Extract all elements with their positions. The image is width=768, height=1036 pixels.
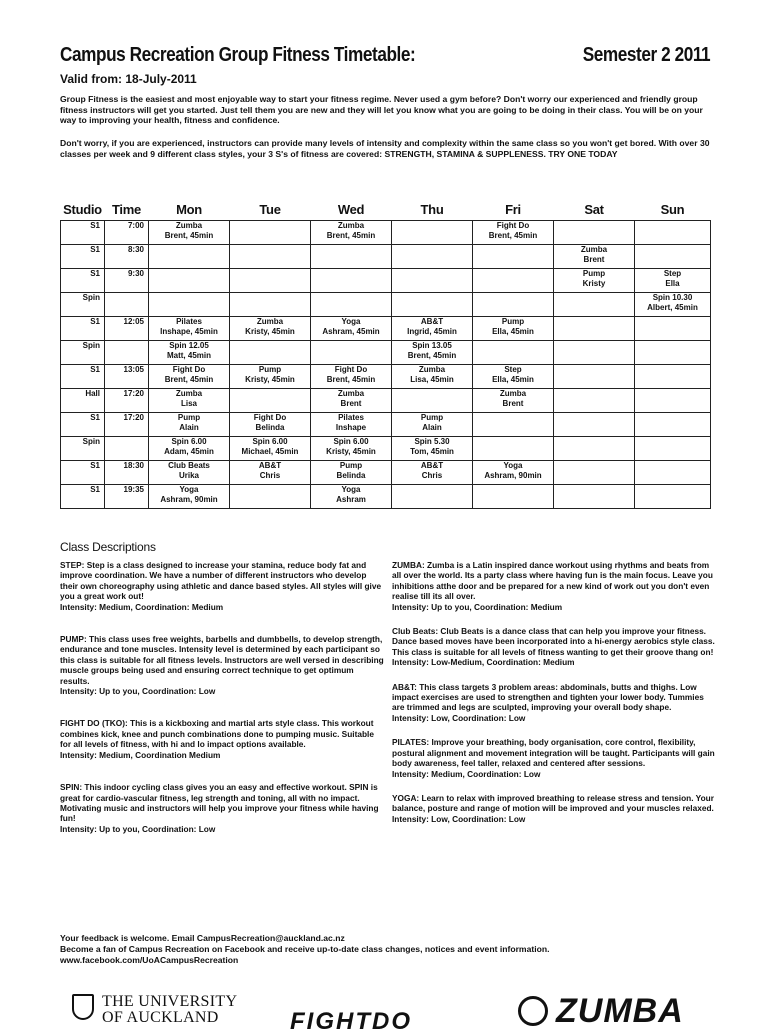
- studio-cell: S1: [61, 365, 105, 389]
- class-cell-sat: [554, 365, 635, 389]
- class-name: Step: [663, 269, 682, 278]
- class-cell-tue: [230, 413, 311, 437]
- time-cell: 12:05: [105, 317, 149, 341]
- time-cell: 18:30: [105, 461, 149, 485]
- class-cell-fri: [473, 245, 554, 269]
- class-name: AB&T: [420, 461, 444, 470]
- class-cell-sat: [554, 485, 635, 509]
- studio-cell: S1: [61, 485, 105, 509]
- class-instructor: Brent, 45min: [488, 231, 538, 240]
- class-cell-sun: [635, 461, 711, 485]
- table-row: [61, 221, 711, 245]
- class-cell-wed: [311, 269, 392, 293]
- description-text: YOGA: Learn to relax with improved breathing to release stress and tension. Your balance, posture and range of motion will be improved and your muscles relaxed.: [392, 792, 714, 814]
- class-cell-wed: [311, 461, 392, 485]
- timetable-header-row: [61, 198, 711, 221]
- class-cell-mon: [149, 317, 230, 341]
- intensity-text: Intensity: Medium, Coordination Medium: [60, 749, 221, 760]
- footer: [60, 933, 710, 966]
- studio-cell: Spin: [61, 341, 105, 365]
- feedback-line: Your feedback is welcome. Email CampusRecreation@auckland.ac.nz: [60, 933, 345, 943]
- class-cell-sun: [635, 221, 711, 245]
- class-name: Pump: [177, 413, 201, 422]
- class-name: Pump: [339, 461, 363, 470]
- class-name: Zumba: [499, 389, 527, 398]
- intensity-text: Intensity: Medium, Coordination: Low: [392, 768, 541, 779]
- class-cell-sun: [635, 485, 711, 509]
- class-cell-tue: [230, 317, 311, 341]
- class-name: Fight Do: [253, 413, 287, 422]
- class-description: [392, 682, 717, 724]
- class-instructor: Chris: [421, 471, 443, 480]
- class-cell-thu: [392, 413, 473, 437]
- class-instructor: Brent: [502, 399, 524, 408]
- class-instructor: Alain: [179, 423, 199, 432]
- class-cell-thu: [392, 245, 473, 269]
- class-cell-sat: [554, 269, 635, 293]
- class-instructor: Kristy, 45min: [245, 375, 295, 384]
- class-name: Fight Do: [334, 365, 368, 374]
- studio-cell: S1: [61, 317, 105, 341]
- class-cell-mon: [149, 245, 230, 269]
- class-cell-fri: [473, 341, 554, 365]
- description-text: Club Beats: Club Beats is a dance class that can help you improve your fitness. Dance based moves have been incorporated into a hi-energy aerobics style class. This class is suitable for all levels of fitness wanting to get their groove thang on!: [392, 626, 715, 657]
- page-title: Campus Recreation Group Fitness Timetable:: [60, 44, 416, 66]
- class-name: Zumba: [175, 221, 203, 230]
- column-header-wed: Wed: [337, 201, 365, 217]
- class-name: Pump: [582, 269, 606, 278]
- class-name: Yoga: [503, 461, 523, 470]
- description-text: ZUMBA: Zumba is a Latin inspired dance workout using rhythms and beats from all over the world. Its a party class where having fun is the main focus. Leave you inhibitions atthe door and be prepared for a new kind of work out you don't even realise till its all over.: [392, 560, 713, 602]
- class-name: Pump: [258, 365, 282, 374]
- class-name: Fight Do: [172, 365, 206, 374]
- university-name: THE UNIVERSITY OF AUCKLAND: [102, 993, 238, 1026]
- time-cell: 9:30: [105, 269, 149, 293]
- class-cell-wed: [311, 437, 392, 461]
- column-header-sun: Sun: [660, 201, 685, 217]
- class-cell-wed: [311, 293, 392, 317]
- class-instructor: Kristy, 45min: [245, 327, 295, 336]
- class-cell-wed: [311, 341, 392, 365]
- class-instructor: Ashram: [336, 495, 366, 504]
- class-instructor: Kristy: [582, 279, 606, 288]
- class-cell-sat: [554, 413, 635, 437]
- class-instructor: Matt, 45min: [166, 351, 211, 360]
- time-cell: [105, 293, 149, 317]
- class-cell-mon: [149, 341, 230, 365]
- class-description: [392, 737, 717, 779]
- class-name: Spin 5.30: [414, 437, 450, 446]
- class-instructor: Ella, 45min: [492, 375, 534, 384]
- column-header-thu: Thu: [420, 201, 444, 217]
- intro-paragraph-2: Don't worry, if you are experienced, instructors can provide many levels of intensity and complexity within the same class so you won't get bored. With over 30 classes per week and 9 different class styles, your 3 S's of fitness are covered: STRENGTH, STAMINA & SUPPLENESS. TRY ONE TODAY: [60, 138, 710, 159]
- class-instructor: Ella, 45min: [492, 327, 534, 336]
- class-cell-mon: [149, 221, 230, 245]
- table-row: [61, 485, 711, 509]
- class-cell-fri: [473, 269, 554, 293]
- class-name: Spin 6.00: [252, 437, 288, 446]
- fightdo-logo: FIGHTDO: [290, 1008, 412, 1035]
- class-instructor: Belinda: [336, 471, 366, 480]
- table-row: [61, 437, 711, 461]
- class-cell-sun: [635, 365, 711, 389]
- column-header-tue: Tue: [259, 201, 281, 217]
- class-name: Pump: [501, 317, 525, 326]
- class-cell-wed: [311, 245, 392, 269]
- class-cell-sun: [635, 341, 711, 365]
- class-name: Pilates: [176, 317, 202, 326]
- class-instructor: Lisa: [180, 399, 197, 408]
- class-instructor: Tom, 45min: [410, 447, 454, 456]
- class-cell-mon: [149, 293, 230, 317]
- time-cell: [105, 437, 149, 461]
- class-description: [60, 718, 385, 760]
- class-cell-thu: [392, 461, 473, 485]
- class-cell-wed: [311, 221, 392, 245]
- class-name: Zumba: [580, 245, 608, 254]
- class-cell-mon: [149, 485, 230, 509]
- description-text: PUMP: This class uses free weights, barbells and dumbbells, to develop strength, endurance and tone muscles. Intensity level is determined by each participant so this class is suitable for all fitness levels. Instructors are well versed in describing muscle groups being used and ensuring correct technique to get optimum results.: [60, 634, 384, 686]
- time-cell: [105, 341, 149, 365]
- class-cell-sat: [554, 221, 635, 245]
- table-row: [61, 413, 711, 437]
- class-cell-thu: [392, 221, 473, 245]
- class-cell-mon: [149, 365, 230, 389]
- class-name: Spin 12.05: [169, 341, 209, 350]
- studio-cell: S1: [61, 413, 105, 437]
- university-logo: [72, 992, 272, 1024]
- class-cell-sat: [554, 389, 635, 413]
- class-name: Yoga: [179, 485, 199, 494]
- class-cell-mon: [149, 437, 230, 461]
- description-text: PILATES: Improve your breathing, body organisation, core control, flexibility, postural alignment and movement integration will be taught. Participants will gain body awareness, feel taller, relaxed and centered after sessions.: [392, 737, 715, 769]
- time-cell: 7:00: [105, 221, 149, 245]
- class-cell-tue: [230, 485, 311, 509]
- descriptions-left-column: [60, 560, 385, 856]
- time-cell: 17:20: [105, 389, 149, 413]
- zumba-mark-icon: [518, 996, 548, 1026]
- class-cell-thu: [392, 317, 473, 341]
- class-cell-sat: [554, 437, 635, 461]
- class-cell-sat: [554, 317, 635, 341]
- class-cell-thu: [392, 389, 473, 413]
- intensity-text: Intensity: Low, Coordination: Low: [392, 813, 526, 824]
- description-text: AB&T: This class targets 3 problem areas: abdominals, butts and thighs. Low impact exercises are used to strengthen and tighten your lower body. Tummies are trimmed and legs are sculpted, improving your overall body shape.: [392, 681, 704, 713]
- class-instructor: Inshape, 45min: [160, 327, 218, 336]
- class-instructor: Alain: [422, 423, 442, 432]
- class-name: Zumba: [175, 389, 203, 398]
- column-header-sat: Sat: [584, 201, 604, 217]
- table-row: [61, 269, 711, 293]
- class-cell-sun: [635, 437, 711, 461]
- class-cell-fri: [473, 317, 554, 341]
- class-instructor: Lisa, 45min: [410, 375, 454, 384]
- class-name: Pump: [420, 413, 444, 422]
- class-name: AB&T: [420, 317, 444, 326]
- column-header-mon: Mon: [176, 201, 202, 217]
- class-instructor: Brent: [340, 399, 362, 408]
- time-cell: 19:35: [105, 485, 149, 509]
- class-cell-fri: [473, 413, 554, 437]
- class-instructor: Chris: [259, 471, 281, 480]
- class-cell-thu: [392, 485, 473, 509]
- timetable-table: [60, 198, 711, 509]
- class-instructor: Inshape: [335, 423, 367, 432]
- class-instructor: Brent, 45min: [164, 231, 214, 240]
- table-row: [61, 341, 711, 365]
- class-description: [60, 782, 385, 834]
- class-cell-sat: [554, 245, 635, 269]
- class-cell-thu: [392, 437, 473, 461]
- intensity-text: Intensity: Low-Medium, Coordination: Medium: [392, 657, 575, 668]
- class-cell-tue: [230, 461, 311, 485]
- class-description: [392, 793, 717, 824]
- class-cell-tue: [230, 389, 311, 413]
- class-instructor: Brent: [583, 255, 605, 264]
- class-cell-tue: [230, 221, 311, 245]
- class-description: [392, 560, 717, 612]
- class-description: [60, 560, 385, 612]
- class-name: Zumba: [337, 389, 365, 398]
- intensity-text: Intensity: Up to you, Coordination: Medium: [392, 601, 563, 612]
- studio-cell: S1: [61, 461, 105, 485]
- class-cell-tue: [230, 293, 311, 317]
- class-cell-sun: [635, 245, 711, 269]
- class-instructor: Brent, 45min: [326, 375, 376, 384]
- description-text: STEP: Step is a class designed to increase your stamina, reduce body fat and improve coordination. We have a number of different instructors who develop their own choreography using athletic and dance based styles. All styles will give you a great work out!: [60, 560, 382, 602]
- descriptions-right-column: [392, 560, 717, 838]
- class-cell-wed: [311, 389, 392, 413]
- class-name: Zumba: [256, 317, 284, 326]
- class-cell-sun: [635, 389, 711, 413]
- class-instructor: Albert, 45min: [647, 303, 698, 312]
- class-name: Spin 6.00: [333, 437, 369, 446]
- class-instructor: Adam, 45min: [164, 447, 214, 456]
- class-instructor: Brent, 45min: [164, 375, 214, 384]
- crest-icon: [72, 994, 94, 1020]
- column-header-time: Time: [112, 201, 141, 217]
- class-cell-tue: [230, 437, 311, 461]
- class-cell-wed: [311, 413, 392, 437]
- facebook-line: Become a fan of Campus Recreation on Facebook and receive up-to-date class changes, notices and event information.: [60, 944, 550, 954]
- class-cell-fri: [473, 293, 554, 317]
- table-row: [61, 293, 711, 317]
- class-cell-thu: [392, 269, 473, 293]
- class-name: Zumba: [418, 365, 446, 374]
- class-cell-tue: [230, 245, 311, 269]
- class-cell-fri: [473, 389, 554, 413]
- class-cell-thu: [392, 365, 473, 389]
- studio-cell: Spin: [61, 437, 105, 461]
- intensity-text: Intensity: Medium, Coordination: Medium: [60, 601, 224, 612]
- class-cell-mon: [149, 461, 230, 485]
- class-descriptions-title: Class Descriptions: [60, 540, 156, 554]
- class-name: Spin 13.05: [412, 341, 452, 350]
- class-cell-wed: [311, 317, 392, 341]
- facebook-url: www.facebook.com/UoACampusRecreation: [60, 955, 239, 965]
- class-instructor: Ashram, 90min: [160, 495, 218, 504]
- table-row: [61, 365, 711, 389]
- class-cell-sat: [554, 461, 635, 485]
- class-cell-mon: [149, 269, 230, 293]
- time-cell: 13:05: [105, 365, 149, 389]
- class-name: Club Beats: [168, 461, 210, 470]
- studio-cell: S1: [61, 245, 105, 269]
- class-name: Yoga: [341, 317, 361, 326]
- class-description: [60, 634, 385, 696]
- column-header-studio: Studio: [63, 201, 102, 217]
- class-cell-sat: [554, 341, 635, 365]
- semester-label: Semester 2 2011: [582, 44, 710, 66]
- intro-paragraph-1: Group Fitness is the easiest and most enjoyable way to start your fitness regime. Never used a gym before? Don't worry our experienced and friendly group fitness instructors will get you started. Just tell them you are new and they will let you know what you are going to be doing in their class. You will be on your way to improving your health, fitness and confidence.: [60, 94, 703, 125]
- time-cell: 8:30: [105, 245, 149, 269]
- class-instructor: Michael, 45min: [241, 447, 299, 456]
- class-name: Spin 10.30: [652, 293, 693, 302]
- class-cell-tue: [230, 365, 311, 389]
- studio-cell: Hall: [61, 389, 105, 413]
- class-cell-mon: [149, 389, 230, 413]
- class-name: Yoga: [341, 485, 361, 494]
- class-instructor: Belinda: [255, 423, 285, 432]
- column-header-fri: Fri: [505, 201, 521, 217]
- class-name: AB&T: [258, 461, 282, 470]
- class-instructor: Urika: [178, 471, 199, 480]
- class-cell-tue: [230, 341, 311, 365]
- intensity-text: Intensity: Up to you, Coordination: Low: [60, 823, 216, 834]
- table-row: [61, 317, 711, 341]
- intensity-text: Intensity: Low, Coordination: Low: [392, 712, 526, 723]
- class-cell-thu: [392, 341, 473, 365]
- class-instructor: Brent, 45min: [326, 231, 376, 240]
- description-text: FIGHT DO (TKO): This is a kickboxing and martial arts style class. This workout combines kick, knee and punch combinations done to pumping music. Suitable for all levels of fitness, with hi and lo impact options available.: [60, 718, 374, 750]
- class-instructor: Ella: [665, 279, 680, 288]
- class-instructor: Brent, 45min: [407, 351, 457, 360]
- class-cell-sat: [554, 293, 635, 317]
- class-cell-tue: [230, 269, 311, 293]
- time-cell: 17:20: [105, 413, 149, 437]
- class-cell-sun: [635, 269, 711, 293]
- class-cell-wed: [311, 365, 392, 389]
- table-row: [61, 461, 711, 485]
- description-text: SPIN: This indoor cycling class gives you an easy and effective workout. SPIN is great for cardio-vascular fitness, leg strength and toning, all with no impact. Motivating music and instructors will help you improve your fitness while having fun!: [60, 782, 379, 824]
- table-row: [61, 245, 711, 269]
- table-row: [61, 389, 711, 413]
- class-cell-fri: [473, 461, 554, 485]
- class-description: [392, 626, 717, 668]
- class-instructor: Kristy, 45min: [326, 447, 376, 456]
- class-instructor: Ingrid, 45min: [407, 327, 457, 336]
- class-cell-sun: [635, 413, 711, 437]
- class-instructor: Ashram, 90min: [484, 471, 542, 480]
- studio-cell: S1: [61, 269, 105, 293]
- studio-cell: S1: [61, 221, 105, 245]
- class-cell-wed: [311, 485, 392, 509]
- class-cell-sun: [635, 293, 711, 317]
- class-cell-thu: [392, 293, 473, 317]
- studio-cell: Spin: [61, 293, 105, 317]
- zumba-logo: ZUMBA: [518, 994, 718, 1024]
- class-cell-fri: [473, 485, 554, 509]
- class-cell-sun: [635, 317, 711, 341]
- class-instructor: Ashram, 45min: [322, 327, 380, 336]
- class-cell-mon: [149, 413, 230, 437]
- class-cell-fri: [473, 437, 554, 461]
- class-cell-fri: [473, 221, 554, 245]
- class-name: Step: [504, 365, 522, 374]
- class-name: Pilates: [338, 413, 364, 422]
- header: [60, 44, 710, 70]
- class-name: Spin 6.00: [171, 437, 207, 446]
- intensity-text: Intensity: Up to you, Coordination: Low: [60, 686, 216, 697]
- class-cell-fri: [473, 365, 554, 389]
- class-name: Zumba: [337, 221, 365, 230]
- class-name: Fight Do: [496, 221, 530, 230]
- valid-from: Valid from: 18-July-2011: [60, 72, 197, 86]
